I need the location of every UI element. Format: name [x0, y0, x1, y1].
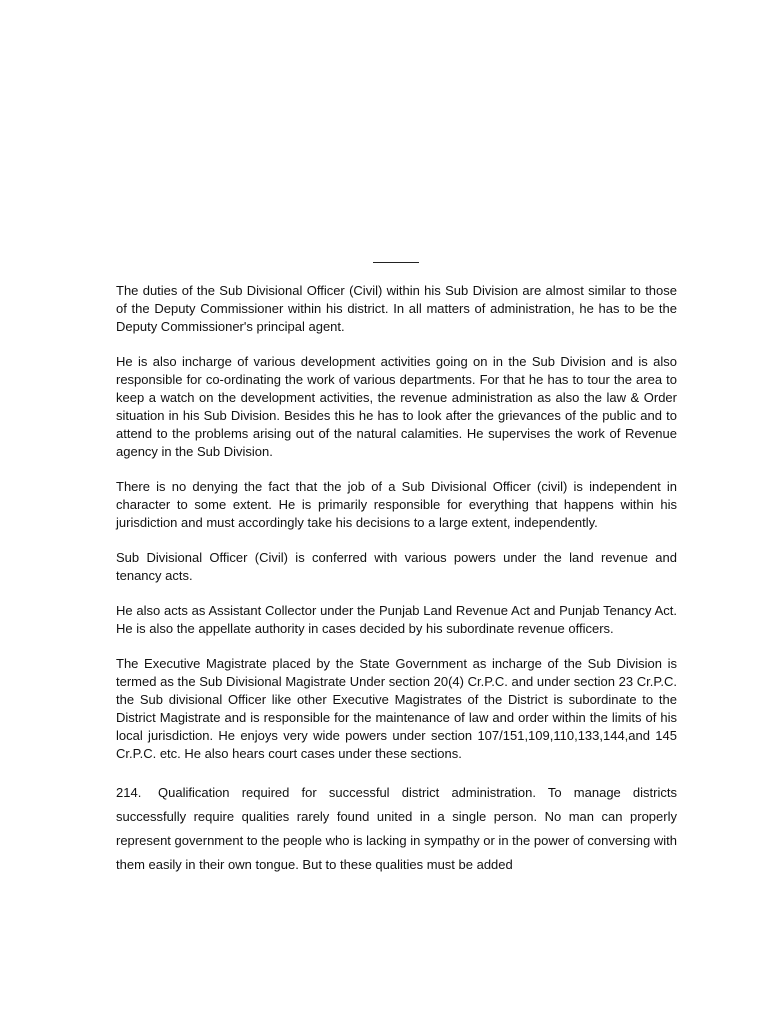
paragraph-executive-magistrate: The Executive Magistrate placed by the State Government as incharge of the Sub Division is termed as the Sub Divisional Magistrate Under section 20(4) Cr.P.C. and under section 23 Cr.P.C. the Sub divisional Officer like other Executive Magistrates of the District is subordinate to the District Magistrate and is responsible for the maintenance of law and order within the limits of his local jurisdiction. He enjoys very wide powers under section 107/151,109,110,133,144,and 145 Cr.P.C. etc. He also hears court cases under these sections. — [116, 656, 677, 761]
paragraph-214-text: Qualification required for successful district administration. To manage districts successfully require qualities rarely found united in a single person. No man can properly represent government to the people who is lacking in sympathy or in the power of conversing with them easily in their own tongue. But to these qualities must be added — [116, 785, 677, 872]
paragraph-powers: Sub Divisional Officer (Civil) is conferred with various powers under the land revenue and tenancy acts. — [116, 550, 677, 583]
body-text — [116, 282, 677, 894]
paragraph-sdo-duties: The duties of the Sub Divisional Officer (Civil) within his Sub Division are almost similar to those of the Deputy Commissioner within his district. In all matters of administration, he has to be the Deputy Commissioner's principal agent. — [116, 283, 677, 334]
paragraph-assistant-collector: He also acts as Assistant Collector under the Punjab Land Revenue Act and Punjab Tenancy Act. He is also the appellate authority in cases decided by his subordinate revenue officers. — [116, 603, 677, 636]
paragraph-development-activities: He is also incharge of various development activities going on in the Sub Division and is also responsible for co-ordinating the work of various departments. For that he has to tour the area to keep a watch on the development activities, the revenue administration as also the law & Order situation in his Sub Division. Besides this he has to look after the grievances of the public and to attend to the problems arising out of the natural calamities. He supervises the work of Revenue agency in the Sub Division. — [116, 354, 677, 459]
paragraph-independence: There is no denying the fact that the job of a Sub Divisional Officer (civil) is independent in character to some extent. He is primarily responsible for everything that happens within his jurisdiction and must accordingly take his decisions to a large extent, independently. — [116, 479, 677, 530]
paragraph-214 — [116, 781, 677, 877]
paragraph-number: 214. — [116, 785, 142, 800]
separator-rule — [373, 262, 419, 263]
